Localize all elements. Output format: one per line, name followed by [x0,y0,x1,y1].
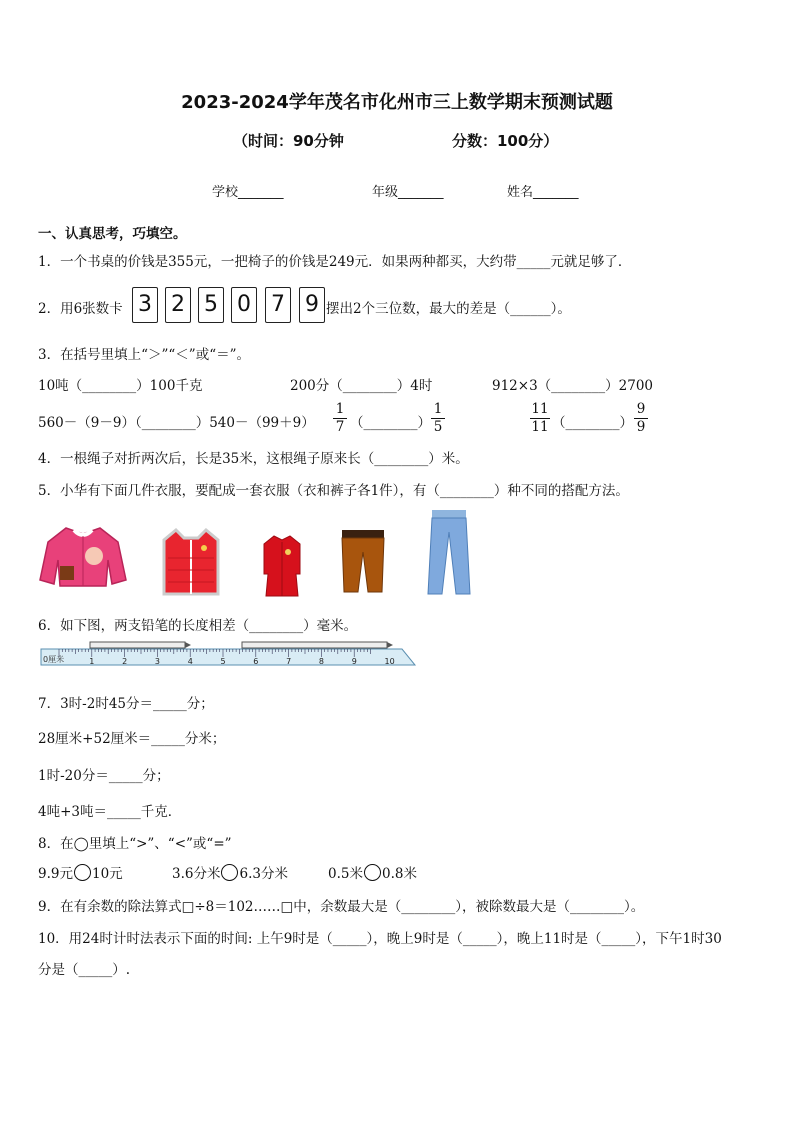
number-card: 2 [165,287,191,323]
ruler-tick-label: 6 [253,657,259,666]
section-heading: 一、认真思考，巧填空。 [38,226,187,242]
blank-circle-icon [221,864,238,881]
compare-item: 560－（9－9）（________）540－（99＋9） [38,415,315,431]
compare-item: 10吨（________）100千克 [38,378,203,394]
fraction-eleven-elevenths: 11 11 [531,401,549,435]
ruler-tick-label: 4 [187,657,193,666]
ruler-tick-label: 10 [384,657,395,666]
compare-circle-item: 0.5米 0.8米 [328,866,417,882]
question-2-suffix: 摆出2个三位数，最大的差是（______）。 [326,301,571,317]
ruler-tick-label: 2 [122,657,128,666]
number-card: 0 [231,287,257,323]
question-10-line1: 10．用24时计时法表示下面的时间: 上午9时是（_____），晚上9时是（_____），晚上11时是（_____），下午1时30 [38,931,722,947]
question-7-a: 7．3时-2时45分＝_____分； [38,696,214,712]
grade-field: 年级_______ [372,185,444,200]
compare-blank: （________） [350,415,431,431]
number-card: 7 [265,287,291,323]
fraction-nine-ninths: 9 9 [634,401,648,436]
compare-circle-item: 3.6分米 6.3分米 [172,866,288,882]
compare-item: 912×3（________）2700 [492,378,654,394]
question-4: 4．一根绳子对折两次后，长是35米，这根绳子原来长（________）米。 [38,451,469,467]
ruler-tick-label: 1 [89,657,95,666]
blue-jeans-image [426,508,472,598]
ruler-tick-label: 3 [154,657,160,666]
question-2-prefix: 2．用6张数卡 [38,301,123,317]
number-card: 9 [299,287,325,323]
red-vest-image [160,528,222,598]
question-7-c: 1时-20分＝_____分； [38,768,170,784]
blank-circle-icon [74,864,91,881]
name-field: 姓名_______ [507,185,579,200]
fraction-one-fifth: 1 5 [431,401,445,436]
page-title: 2023-2024学年茂名市化州市三上数学期末预测试题 [181,92,613,113]
exam-time: （时间：90分钟 [233,132,344,150]
pink-jacket-image [38,520,128,590]
question-8-stem: 8．在◯里填上“>”、“<”或“=” [38,836,232,852]
ruler-tick-label: 5 [220,657,226,666]
exam-score: 分数：100分） [452,132,559,150]
brown-pants-image [340,528,386,596]
question-6: 6．如下图，两支铅笔的长度相差（________）毫米。 [38,618,358,634]
compare-circle-item: 9.9元 10元 [38,866,123,882]
blank-circle-icon [364,864,381,881]
question-10-line2: 分是（_____）. [38,962,131,978]
fraction-one-seventh: 1 7 [333,401,347,436]
pencil-short [90,642,191,648]
question-9: 9．在有余数的除法算式□÷8＝102……□中，余数最大是（________），被除数最大是（________）。 [38,899,645,915]
pencil-long [242,642,393,648]
question-5: 5．小华有下面几件衣服，要配成一套衣服（衣和裤子各1件），有（________）种不同的搭配方法。 [38,483,629,499]
ruler-tick-label: 9 [351,657,357,666]
compare-item: 200分（________）4时 [290,378,433,394]
number-card: 3 [132,287,158,323]
ruler-figure [38,640,418,676]
school-field: 学校_______ [212,185,284,200]
question-7-d: 4吨+3吨＝_____千克． [38,804,182,820]
compare-blank: （________） [552,415,633,431]
question-7-b: 28厘米+52厘米＝_____分米； [38,731,226,747]
ruler-unit-label: 0厘米 [43,655,65,664]
ruler-tick-label: 7 [286,657,292,666]
ruler-tick-label: 8 [318,657,324,666]
question-1: 1．一个书桌的价钱是355元，一把椅子的价钱是249元．如果两种都买，大约带_____元就足够了． [38,254,632,270]
red-coat-image [262,534,302,598]
question-3-stem: 3．在括号里填上“＞”“＜”或“＝”。 [38,347,250,363]
number-card: 5 [198,287,224,323]
